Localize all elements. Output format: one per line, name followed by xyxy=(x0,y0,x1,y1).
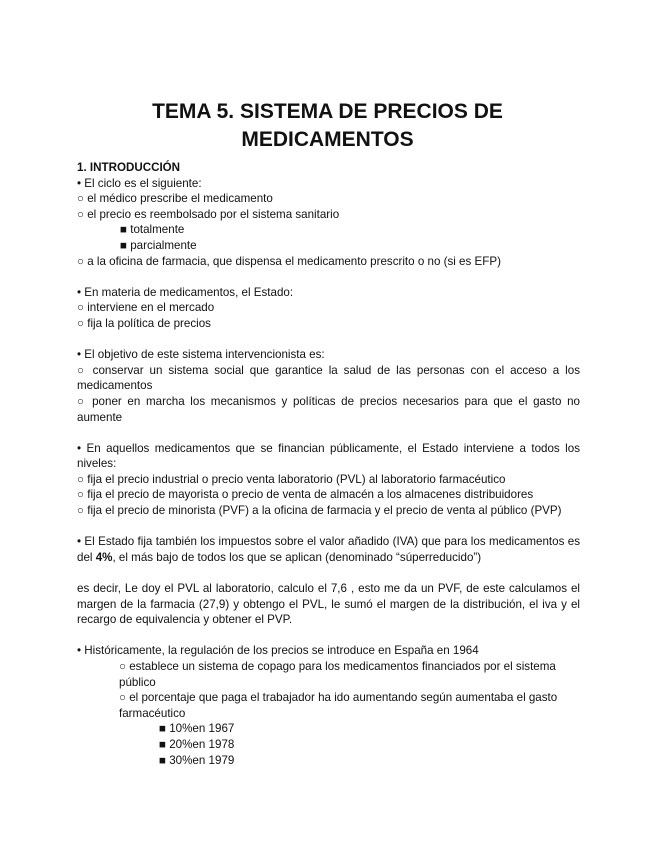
title-line-2: MEDICAMENTOS xyxy=(241,128,414,151)
document-body xyxy=(77,160,580,768)
spacer xyxy=(77,565,580,581)
spacer xyxy=(77,519,580,535)
niveles-item-2: ○ fija el precio de mayorista o precio de venta de almacén a los almacenes distribuidores xyxy=(77,488,534,502)
section-heading: 1. INTRODUCCIÓN xyxy=(77,161,181,174)
spacer xyxy=(77,628,580,644)
ejemplo-paragraph: es decir, Le doy el PVL al laboratorio, calculo el 7,6 , esto me da un PVF, de este calculamos el margen de la farmacia (27,9) y obtengo el PVL, le sumó el margen de la distribución, el iva y el recargo de equivalencia y obtener el PVP. xyxy=(77,582,580,627)
estado-item-1: ○ interviene en el mercado xyxy=(77,301,215,315)
historia-intro: • Históricamente, la regulación de los precios se introduce en España en 1964 xyxy=(77,644,479,658)
ciclo-item-1: ○ el médico prescribe el medicamento xyxy=(77,192,273,206)
historia-subitem-2: ■ 20%en 1978 xyxy=(159,737,235,751)
historia-subitem-1: ■ 10%en 1967 xyxy=(159,722,235,736)
ciclo-subitem-1: ■ totalmente xyxy=(120,223,185,237)
iva-text-1: • El Estado fija también los impuestos sobre el valor añadido (IVA) que para los medicamentos es del xyxy=(77,535,580,564)
historia-item-1: ○ establece un sistema de copago para los medicamentos financiados por el sistema público xyxy=(119,660,556,689)
niveles-item-3: ○ fija el precio de minorista (PVF) a la oficina de farmacia y el precio de venta al público (PVP) xyxy=(77,504,562,518)
estado-intro: • En materia de medicamentos, el Estado: xyxy=(77,285,294,299)
title-line-1: TEMA 5. SISTEMA DE PRECIOS DE xyxy=(152,100,503,123)
ciclo-intro: • El ciclo es el siguiente: xyxy=(77,176,202,190)
spacer xyxy=(77,269,580,285)
niveles-item-1: ○ fija el precio industrial o precio venta laboratorio (PVL) al laboratorio farmacéutico xyxy=(77,472,506,486)
iva-text-2: , el más bajo de todos los que se aplican (denominado “súperreducido”) xyxy=(112,550,482,564)
objetivo-item-1: ○ conservar un sistema social que garantice la salud de las personas con el acceso a los medicamentos xyxy=(77,363,580,393)
iva-rate: 4% xyxy=(95,550,113,564)
objetivo-intro: • El objetivo de este sistema intervencionista es: xyxy=(77,348,325,362)
historia-subitem-3: ■ 30%en 1979 xyxy=(159,753,235,767)
niveles-intro: • En aquellos medicamentos que se financian públicamente, el Estado interviene a todos los niveles: xyxy=(77,441,580,471)
objetivo-item-2: ○ poner en marcha los mecanismos y políticas de precios necesarios para que el gasto no aumente xyxy=(77,394,580,424)
page-title xyxy=(0,98,655,154)
historia-item-2: ○ el porcentaje que paga el trabajador ha ido aumentando según aumentaba el gasto farmacéutico xyxy=(119,691,558,720)
ciclo-item-3: ○ a la oficina de farmacia, que dispensa el medicamento prescrito o no (si es EFP) xyxy=(77,254,501,268)
ciclo-subitem-2: ■ parcialmente xyxy=(120,238,197,252)
iva-paragraph xyxy=(77,534,580,565)
ciclo-item-2: ○ el precio es reembolsado por el sistema sanitario xyxy=(77,207,340,221)
spacer xyxy=(77,425,580,441)
estado-item-2: ○ fija la política de precios xyxy=(77,316,211,330)
spacer xyxy=(77,332,580,348)
